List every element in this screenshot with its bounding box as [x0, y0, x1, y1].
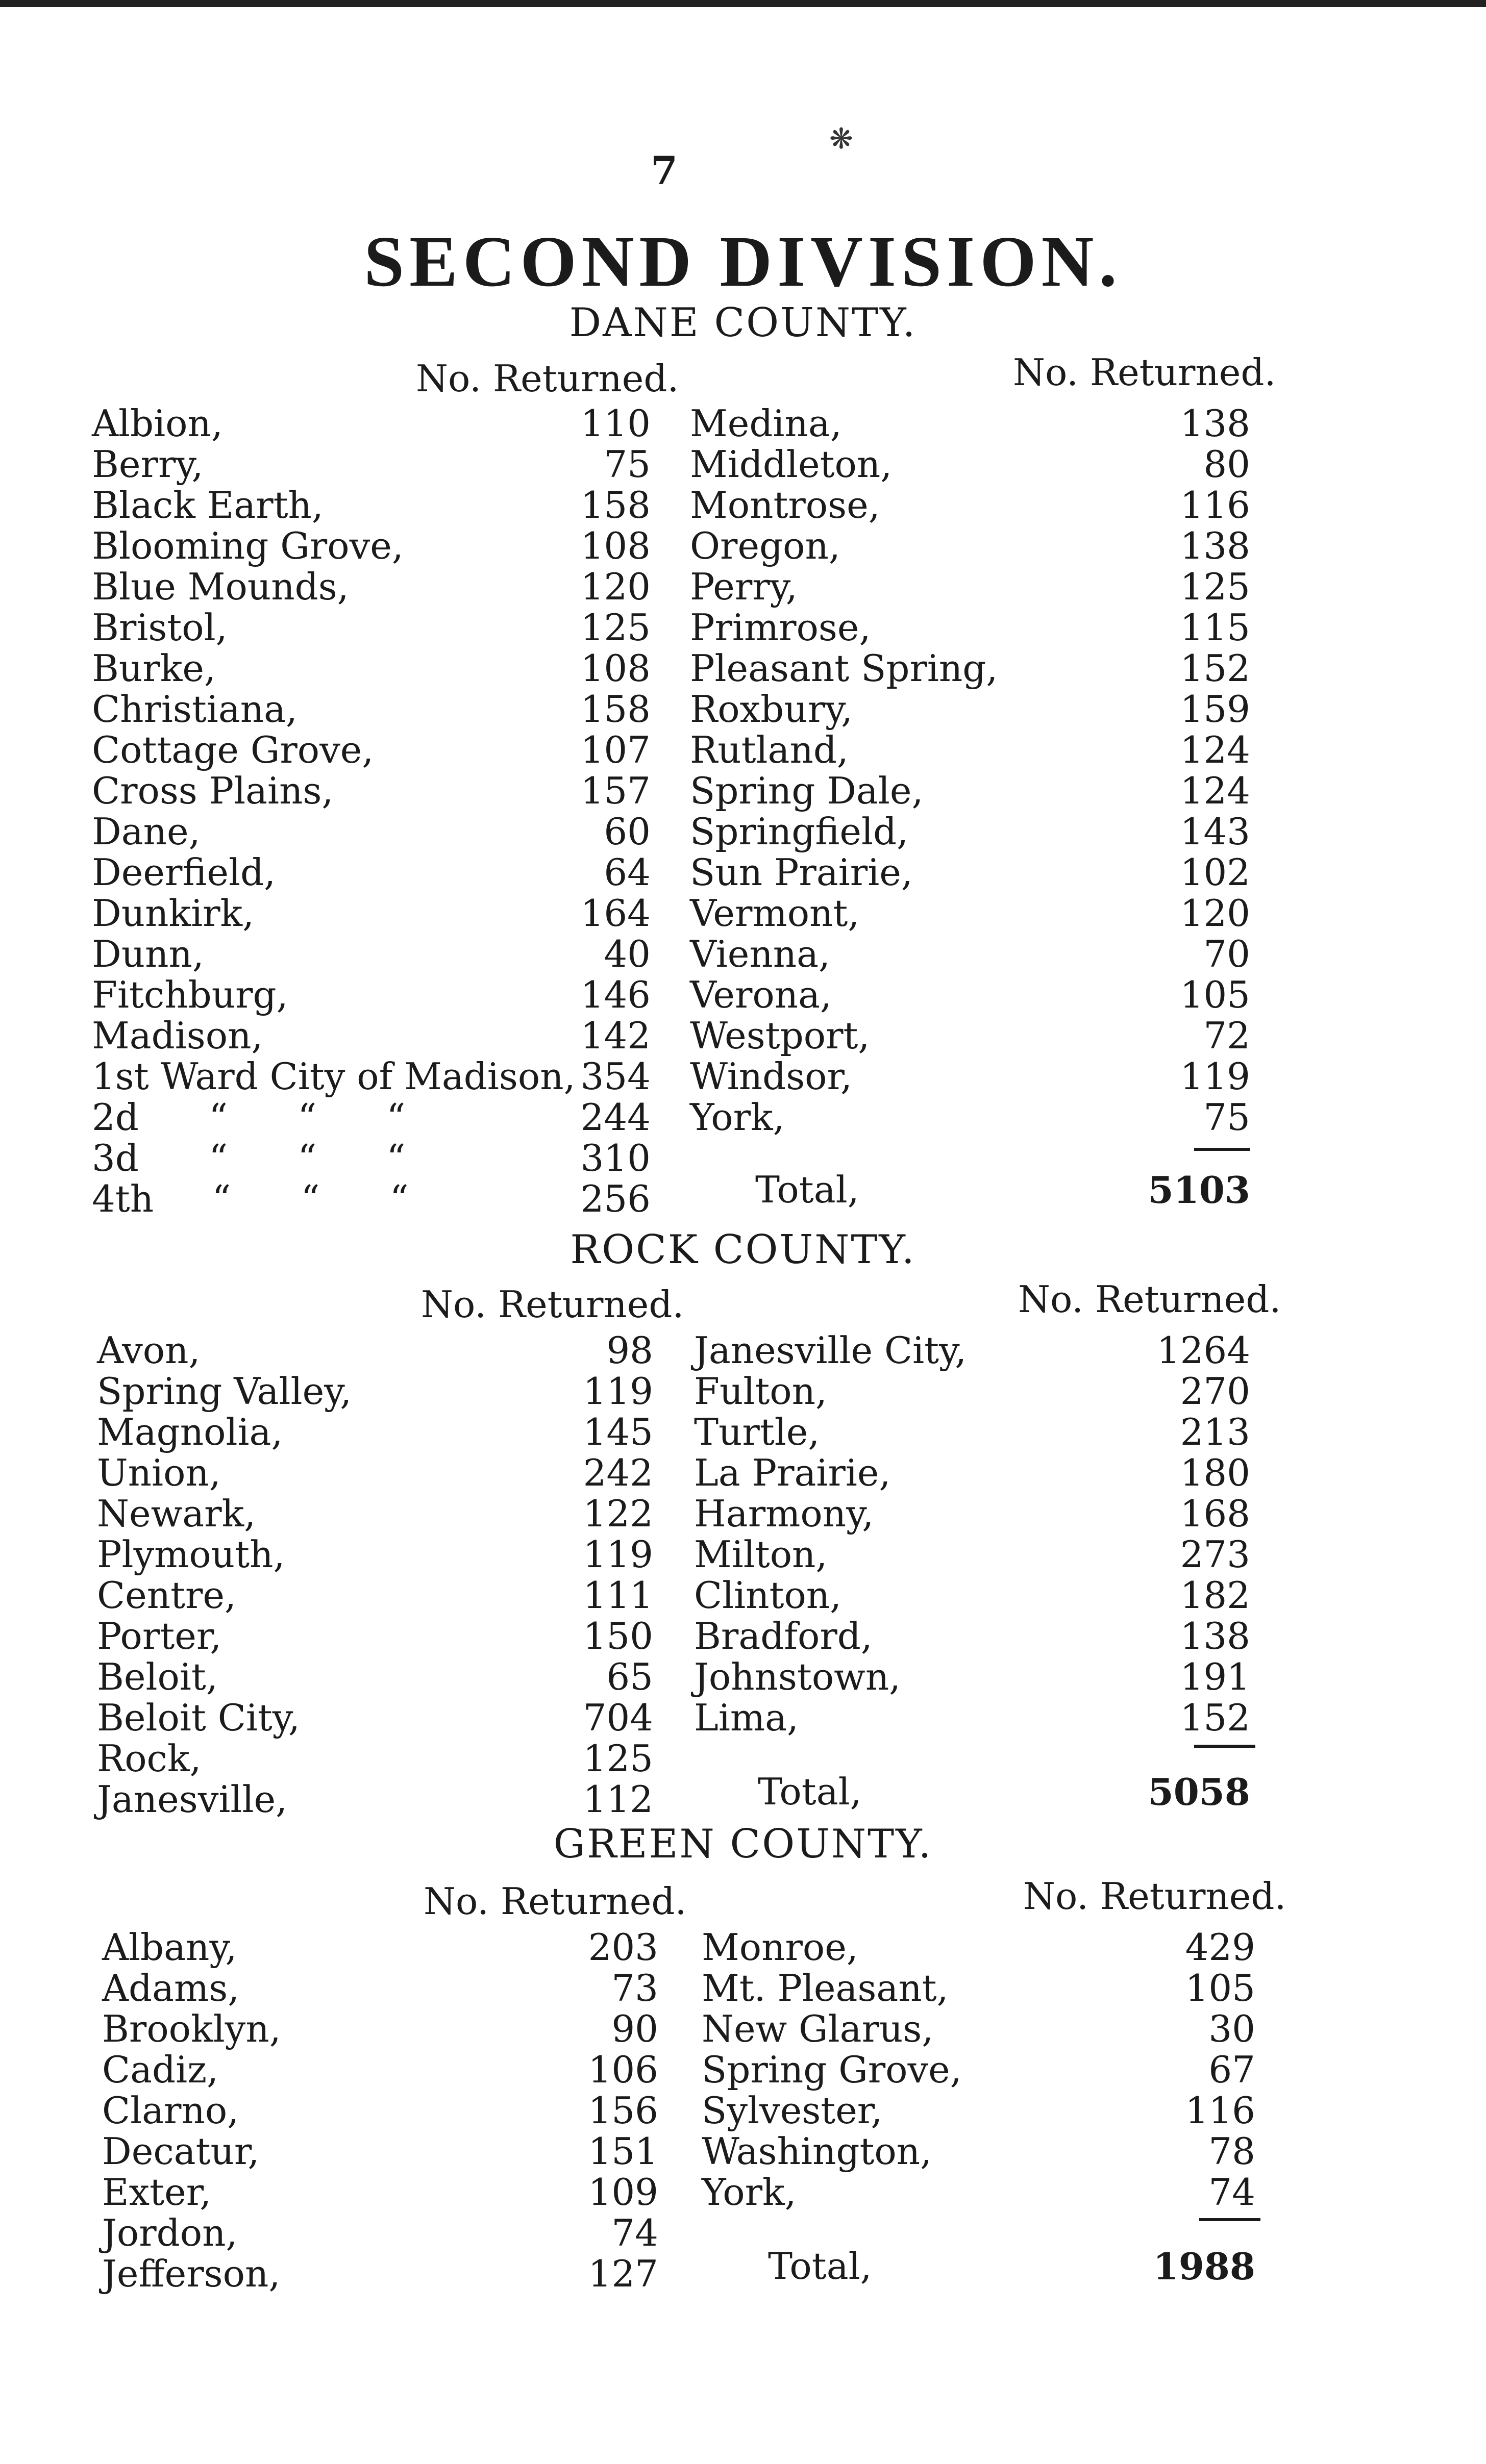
- township-name: New Glarus,: [702, 2007, 934, 2050]
- returned-count: 145: [583, 1411, 653, 1453]
- township-name: Oregon,: [690, 524, 840, 567]
- table-row: [0, 1137, 1486, 1177]
- township-name: Adams,: [102, 1967, 240, 2009]
- table-row: [0, 524, 1486, 565]
- printer-ornament-icon: ❋: [829, 122, 853, 156]
- table-row: [0, 1329, 1486, 1370]
- table-row: [0, 1696, 1486, 1737]
- returned-count: 40: [604, 933, 651, 975]
- township-name: Union,: [97, 1451, 221, 1494]
- returned-count: 74: [1208, 2171, 1255, 2214]
- returned-count: 110: [580, 402, 651, 445]
- returned-count: 90: [611, 2007, 658, 2050]
- left-column-heading: No. Returned.: [421, 1283, 684, 1326]
- township-name: Blooming Grove,: [92, 524, 404, 567]
- table-row: [0, 2171, 1486, 2214]
- township-name: Pleasant Spring,: [690, 647, 998, 690]
- table-row: [0, 973, 1486, 1014]
- township-name: Clinton,: [694, 1574, 842, 1617]
- township-name: 4th “ “ “: [92, 1177, 409, 1220]
- township-name: Deerfield,: [92, 851, 276, 894]
- left-column-heading: No. Returned.: [424, 1880, 687, 1923]
- returned-count: 107: [580, 728, 651, 771]
- table-row: [0, 1451, 1486, 1492]
- returned-count: 105: [1185, 1967, 1255, 2009]
- total-label: Total,: [768, 2245, 872, 2287]
- township-name: York,: [690, 1096, 785, 1139]
- returned-count: 119: [1180, 1055, 1250, 1098]
- township-name: Westport,: [690, 1014, 870, 1057]
- township-name: Beloit,: [97, 1655, 218, 1698]
- table-row: [0, 810, 1486, 851]
- returned-count: 106: [588, 2048, 658, 2091]
- returned-count: 78: [1208, 2130, 1255, 2173]
- total-value: 5103: [1148, 1168, 1250, 1212]
- township-name: Fulton,: [694, 1370, 827, 1413]
- township-name: Vermont,: [690, 892, 860, 935]
- returned-count: 73: [611, 1967, 658, 2009]
- returned-count: 105: [1180, 973, 1250, 1016]
- township-name: Beloit City,: [97, 1696, 300, 1739]
- returned-count: 65: [606, 1655, 653, 1698]
- township-name: Spring Valley,: [97, 1370, 352, 1413]
- returned-count: 109: [588, 2171, 658, 2214]
- table-row: [0, 606, 1486, 647]
- returned-count: 80: [1203, 443, 1250, 486]
- table-row: [0, 1055, 1486, 1096]
- table-row: [0, 1615, 1486, 1655]
- township-name: Mt. Pleasant,: [702, 1967, 949, 2009]
- township-name: Albany,: [102, 1926, 237, 1969]
- township-name: Janesville City,: [694, 1329, 967, 1372]
- township-name: Harmony,: [694, 1492, 874, 1535]
- township-name: Monroe,: [702, 1926, 858, 1969]
- table-row: [0, 933, 1486, 973]
- returned-count: 75: [1203, 1096, 1250, 1139]
- returned-count: 143: [1180, 810, 1250, 853]
- returned-count: 111: [583, 1574, 653, 1617]
- township-name: Cadiz,: [102, 2048, 218, 2091]
- page-top-edge: [0, 0, 1486, 7]
- returned-count: 203: [588, 1926, 658, 1969]
- township-name: Vienna,: [690, 933, 830, 975]
- returned-count: 124: [1180, 728, 1250, 771]
- township-name: Brooklyn,: [102, 2007, 281, 2050]
- returned-count: 127: [588, 2252, 658, 2295]
- returned-count: 30: [1208, 2007, 1255, 2050]
- returned-count: 119: [583, 1370, 653, 1413]
- returned-count: 158: [580, 484, 651, 526]
- county-title: ROCK COUNTY.: [570, 1227, 916, 1273]
- returned-count: 102: [1180, 851, 1250, 894]
- township-name: Cottage Grove,: [92, 728, 374, 771]
- returned-count: 120: [580, 565, 651, 608]
- returned-count: 182: [1180, 1574, 1250, 1617]
- total-label: Total,: [755, 1168, 859, 1211]
- table-row: [0, 851, 1486, 892]
- township-name: Albion,: [92, 402, 223, 445]
- township-name: Washington,: [702, 2130, 932, 2173]
- returned-count: 213: [1180, 1411, 1250, 1453]
- township-name: Rock,: [97, 1737, 202, 1780]
- township-name: Dunn,: [92, 933, 204, 975]
- township-name: Spring Grove,: [702, 2048, 962, 2091]
- returned-count: 429: [1185, 1926, 1255, 1969]
- township-name: Fitchburg,: [92, 973, 288, 1016]
- township-name: Jefferson,: [102, 2252, 281, 2295]
- township-name: Avon,: [97, 1329, 201, 1372]
- total-rule: [1194, 1148, 1250, 1151]
- table-row: [0, 1926, 1486, 1967]
- page-number: 7: [651, 148, 678, 193]
- returned-count: 67: [1208, 2048, 1255, 2091]
- county-title: DANE COUNTY.: [569, 300, 917, 346]
- right-column-heading: No. Returned.: [1013, 351, 1276, 394]
- table-row: [0, 1411, 1486, 1451]
- returned-count: 142: [580, 1014, 651, 1057]
- returned-count: 108: [580, 524, 651, 567]
- township-name: Sun Prairie,: [690, 851, 913, 894]
- returned-count: 74: [611, 2211, 658, 2254]
- township-name: Medina,: [690, 402, 842, 445]
- township-name: 3d “ “ “: [92, 1137, 406, 1179]
- township-name: Black Earth,: [92, 484, 324, 526]
- table-row: [0, 1737, 1486, 1778]
- returned-count: 125: [580, 606, 651, 649]
- table-row: [0, 402, 1486, 443]
- table-row: [0, 1967, 1486, 2007]
- township-name: Janesville,: [97, 1778, 287, 1821]
- table-row: [0, 728, 1486, 769]
- township-name: La Prairie,: [694, 1451, 891, 1494]
- returned-count: 115: [1180, 606, 1250, 649]
- table-row: [0, 2252, 1486, 2293]
- table-row: [0, 1370, 1486, 1411]
- returned-count: 122: [583, 1492, 653, 1535]
- returned-count: 151: [588, 2130, 658, 2173]
- township-name: Middleton,: [690, 443, 893, 486]
- returned-count: 159: [1180, 688, 1250, 731]
- returned-count: 310: [580, 1137, 651, 1179]
- township-name: Verona,: [690, 973, 832, 1016]
- total-value: 5058: [1148, 1770, 1250, 1814]
- returned-count: 164: [580, 892, 651, 935]
- township-name: Roxbury,: [690, 688, 853, 731]
- table-row: [0, 1778, 1486, 1819]
- right-column-heading: No. Returned.: [1023, 1875, 1286, 1918]
- township-name: Johnstown,: [694, 1655, 901, 1698]
- right-column-heading: No. Returned.: [1018, 1278, 1281, 1321]
- returned-count: 244: [580, 1096, 651, 1139]
- table-row: [0, 769, 1486, 810]
- returned-count: 168: [1180, 1492, 1250, 1535]
- township-name: Spring Dale,: [690, 769, 924, 812]
- township-name: Clarno,: [102, 2089, 239, 2132]
- returned-count: 146: [580, 973, 651, 1016]
- table-row: [0, 2089, 1486, 2130]
- township-name: Burke,: [92, 647, 216, 690]
- township-name: York,: [702, 2171, 797, 2214]
- returned-count: 138: [1180, 402, 1250, 445]
- returned-count: 191: [1180, 1655, 1250, 1698]
- township-name: Milton,: [694, 1533, 828, 1576]
- table-row: [0, 1655, 1486, 1696]
- returned-count: 116: [1180, 484, 1250, 526]
- township-name: Lima,: [694, 1696, 799, 1739]
- township-name: Magnolia,: [97, 1411, 283, 1453]
- township-name: Porter,: [97, 1615, 222, 1657]
- total-label: Total,: [758, 1770, 862, 1813]
- township-name: Berry,: [92, 443, 204, 486]
- returned-count: 158: [580, 688, 651, 731]
- total-value: 1988: [1153, 2245, 1255, 2288]
- township-name: Exter,: [102, 2171, 212, 2214]
- returned-count: 138: [1180, 524, 1250, 567]
- township-name: Dunkirk,: [92, 892, 255, 935]
- table-row: [0, 1177, 1486, 1218]
- table-row: [0, 484, 1486, 524]
- table-row: [0, 1533, 1486, 1574]
- table-row: [0, 565, 1486, 606]
- township-name: Turtle,: [694, 1411, 820, 1453]
- table-row: [0, 443, 1486, 484]
- township-name: Springfield,: [690, 810, 908, 853]
- township-name: Primrose,: [690, 606, 871, 649]
- township-name: Cross Plains,: [92, 769, 334, 812]
- returned-count: 72: [1203, 1014, 1250, 1057]
- table-row: [0, 1574, 1486, 1615]
- returned-count: 273: [1180, 1533, 1250, 1576]
- returned-count: 60: [604, 810, 651, 853]
- returned-count: 256: [580, 1177, 651, 1220]
- table-row: [0, 892, 1486, 933]
- township-name: Rutland,: [690, 728, 849, 771]
- table-row: [0, 1014, 1486, 1055]
- table-row: [0, 2048, 1486, 2089]
- township-name: Decatur,: [102, 2130, 260, 2173]
- returned-count: 119: [583, 1533, 653, 1576]
- returned-count: 156: [588, 2089, 658, 2132]
- township-name: Jordon,: [102, 2211, 238, 2254]
- township-name: Madison,: [92, 1014, 263, 1057]
- left-column-heading: No. Returned.: [416, 357, 679, 400]
- division-title: SECOND DIVISION.: [364, 221, 1122, 301]
- township-name: Newark,: [97, 1492, 256, 1535]
- returned-count: 138: [1180, 1615, 1250, 1657]
- township-name: Perry,: [690, 565, 798, 608]
- returned-count: 354: [580, 1055, 651, 1098]
- county-title: GREEN COUNTY.: [553, 1821, 933, 1867]
- township-name: Bradford,: [694, 1615, 873, 1657]
- table-row: [0, 2211, 1486, 2252]
- table-row: [0, 1096, 1486, 1137]
- returned-count: 120: [1180, 892, 1250, 935]
- township-name: 2d “ “ “: [92, 1096, 406, 1139]
- township-name: Centre,: [97, 1574, 236, 1617]
- returned-count: 152: [1180, 1696, 1250, 1739]
- table-row: [0, 2130, 1486, 2171]
- returned-count: 157: [580, 769, 651, 812]
- returned-count: 125: [1180, 565, 1250, 608]
- returned-count: 1264: [1156, 1329, 1250, 1372]
- returned-count: 75: [604, 443, 651, 486]
- returned-count: 152: [1180, 647, 1250, 690]
- returned-count: 64: [604, 851, 651, 894]
- returned-count: 180: [1180, 1451, 1250, 1494]
- returned-count: 124: [1180, 769, 1250, 812]
- township-name: Montrose,: [690, 484, 880, 526]
- total-rule: [1194, 1745, 1255, 1748]
- table-row: [0, 1492, 1486, 1533]
- township-name: Dane,: [92, 810, 201, 853]
- returned-count: 704: [583, 1696, 653, 1739]
- table-row: [0, 2007, 1486, 2048]
- township-name: Sylvester,: [702, 2089, 883, 2132]
- returned-count: 125: [583, 1737, 653, 1780]
- table-row: [0, 688, 1486, 731]
- returned-count: 98: [606, 1329, 653, 1372]
- township-name: Plymouth,: [97, 1533, 285, 1576]
- returned-count: 150: [583, 1615, 653, 1657]
- returned-count: 70: [1203, 933, 1250, 975]
- table-row: [0, 647, 1486, 688]
- township-name: Christiana,: [92, 688, 298, 731]
- returned-count: 116: [1185, 2089, 1255, 2132]
- returned-count: 108: [580, 647, 651, 690]
- returned-count: 242: [583, 1451, 653, 1494]
- returned-count: 270: [1180, 1370, 1250, 1413]
- total-rule: [1199, 2218, 1260, 2221]
- township-name: Windsor,: [690, 1055, 852, 1098]
- township-name: Bristol,: [92, 606, 228, 649]
- township-name: Blue Mounds,: [92, 565, 349, 608]
- returned-count: 112: [583, 1778, 653, 1821]
- township-name: 1st Ward City of Madison,: [92, 1055, 576, 1098]
